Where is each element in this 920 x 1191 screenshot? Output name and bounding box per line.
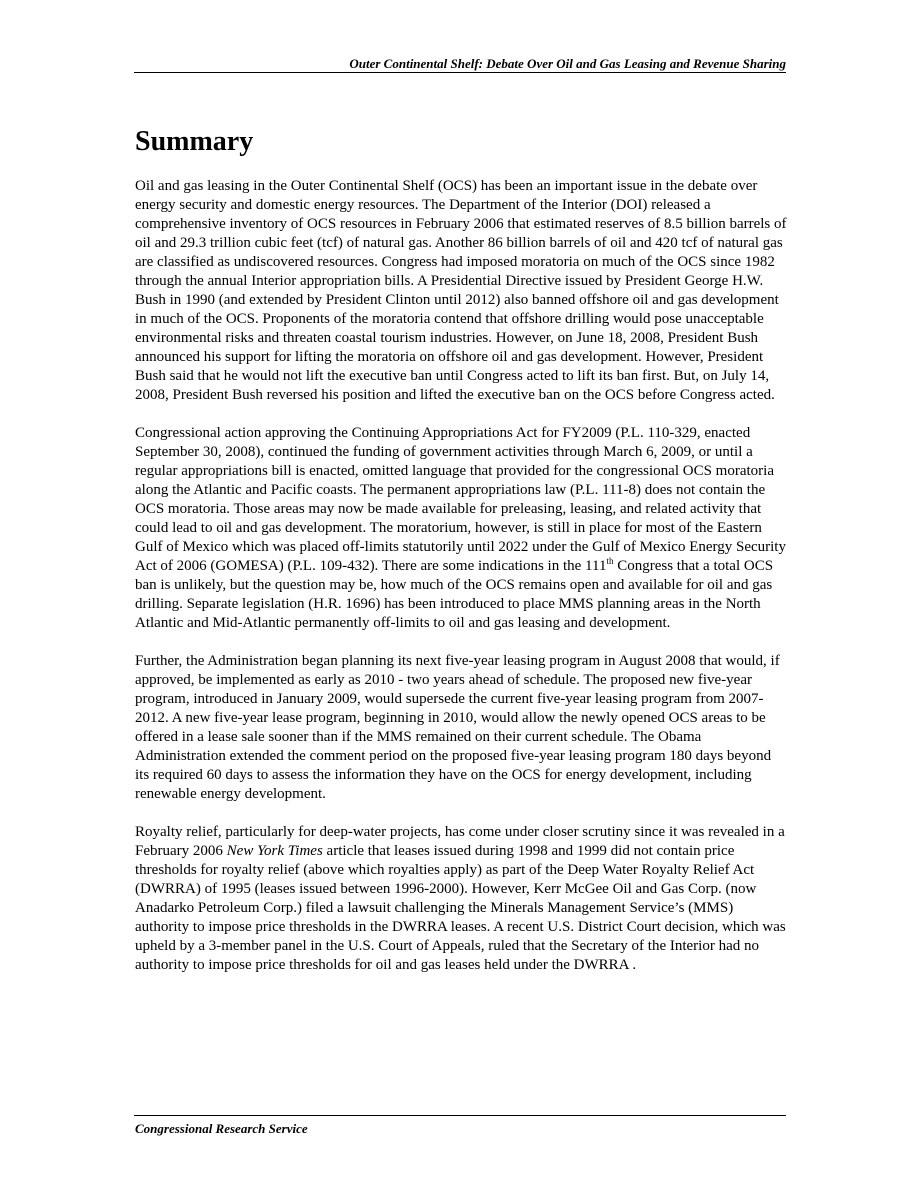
summary-body: [135, 177, 787, 975]
paragraph-congressional-action: [135, 424, 787, 633]
paragraph-text: Oil and gas leasing in the Outer Continental Shelf (OCS) has been an important issue in the debate over energy security and domestic energy resources. The Department of the Interior (DOI) released a comprehensive inventory of OCS resources in February 2006 that estimated reserves of 8.5 billion barrels of oil and 29.3 trillion cubic feet (tcf) of natural gas. Another 86 billion barrels of oil and 420 tcf of natural gas are classified as undiscovered resources. Congress had imposed moratoria on much of the OCS since 1982 through the annual Interior appropriation bills. A Presidential Directive issued by President George H.W. Bush in 1990 (and extended by President Clinton until 2012) also banned offshore oil and gas development in much of the OCS. Proponents of the moratoria contend that offshore drilling would pose unacceptable environmental risks and threaten coastal tourism industries. However, on June 18, 2008, President Bush announced his support for lifting the moratoria on offshore oil and gas development. However, President Bush said that he would not lift the executive ban until Congress acted to lift its ban first. But, on July 14, 2008, President Bush reversed his position and lifted the executive ban on the OCS before Congress acted.: [135, 178, 787, 403]
paragraph-text: Further, the Administration began planning its next five-year leasing program in August 2008 that would, if approved, be implemented as early as 2010 - two years ahead of schedule. The proposed new five-year program, introduced in January 2009, would supersede the current five-year leasing program from 2007-2012. A new five-year lease program, beginning in 2010, would allow the newly opened OCS areas to be offered in a lease sale sooner than if the MMS remained on their current schedule. The Obama Administration extended the comment period on the proposed five-year leasing program 180 days beyond its required 60 days to assess the information they have on the OCS for energy development, including renewable energy development.: [135, 653, 780, 802]
running-header-title: Outer Continental Shelf: Debate Over Oil and Gas Leasing and Revenue Sharing: [349, 56, 786, 71]
section-heading: Summary: [135, 126, 254, 157]
paragraph-text: article that leases issued during 1998 and 1999 did not contain price thresholds for royalty relief (above which royalties apply) as part of the Deep Water Royalty Relief Act (DWRRA) of 1995 (leases issued between 1996-2000). However, Kerr McGee Oil and Gas Corp. (now Anadarko Petroleum Corp.) filed a lawsuit challenging the Minerals Management Service’s (MMS) authority to impose price thresholds in the DWRRA leases. A recent U.S. District Court decision, which was upheld by a 3-member panel in the U.S. Court of Appeals, ruled that the Secretary of the Interior had no authority to impose price thresholds for oil and gas leases held under the DWRRA .: [135, 843, 786, 973]
paragraph-text: Congressional action approving the Continuing Appropriations Act for FY2009 (P.L. 110-329, enacted September 30, 2008), continued the funding of government activities through March 6, 2009, or until a regular appropriations bill is enacted, omitted language that provided for the congressional OCS moratoria along the Atlantic and Pacific coasts. The permanent appropriations law (P.L. 111-8) does not contain the OCS moratoria. Those areas may now be made available for preleasing, leasing, and related activity that could lead to oil and gas development. The moratorium, however, is still in place for most of the Eastern Gulf of Mexico which was placed off-limits statutorily until 2022 under the Gulf of Mexico Energy Security Act of 2006 (GOMESA) (P.L. 109-432). There are some indications in the 111: [135, 425, 786, 574]
page-footer: [134, 1115, 786, 1136]
paragraph-five-year-program: [135, 652, 787, 804]
paragraph-moratoria-history: [135, 177, 787, 405]
paragraph-text: Royalty relief, particularly for deep-water projects, has come under closer scrutiny since it was revealed in a February 2006: [135, 824, 785, 859]
footer-organization: Congressional Research Service: [135, 1121, 308, 1136]
ordinal-superscript: th: [606, 556, 614, 566]
paragraph-text: Congress that a total OCS ban is unlikely, but the question may be, how much of the OCS remains open and available for oil and gas drilling. Separate legislation (H.R. 1696) has been introduced to place MMS planning areas in the North Atlantic and Mid-Atlantic permanently off-limits to oil and gas leasing and development.: [135, 558, 774, 631]
running-header: [134, 56, 786, 73]
paragraph-royalty-relief: [135, 823, 787, 975]
publication-title: New York Times: [226, 843, 323, 859]
